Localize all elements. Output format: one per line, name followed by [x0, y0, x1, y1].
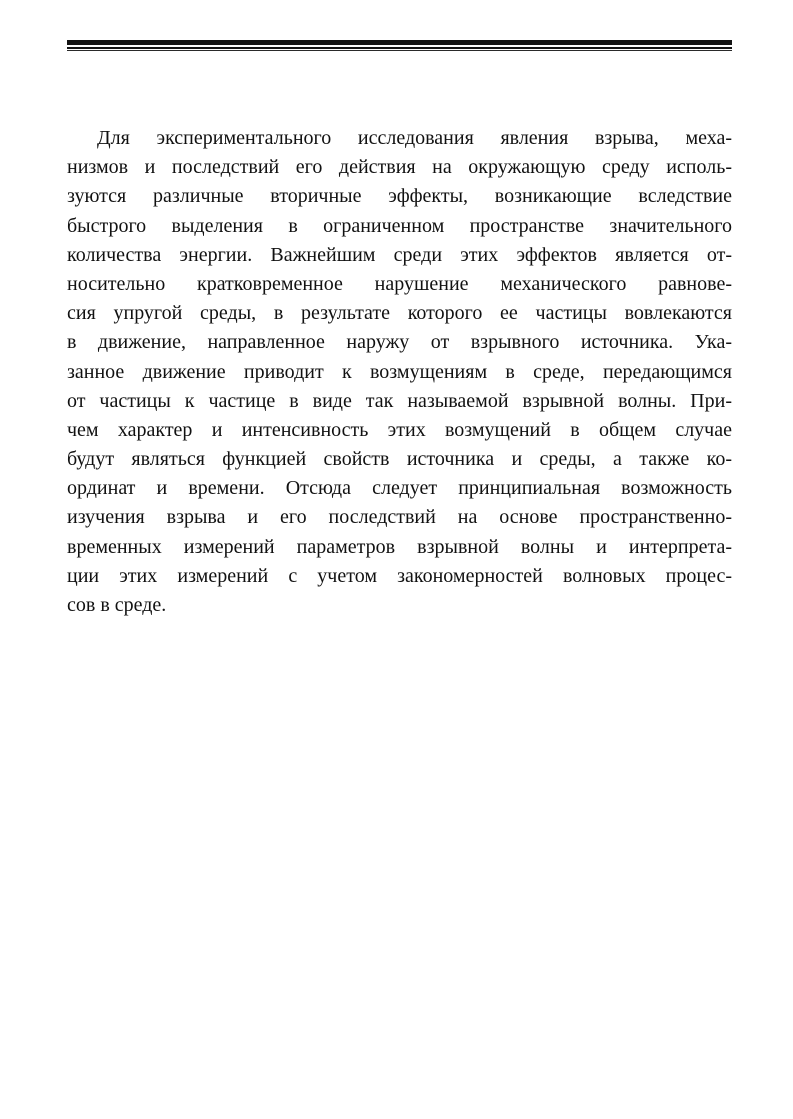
text-line: сов в среде.: [67, 594, 167, 616]
text-line: занное движение приводит к возмущениям в среде, передающимся: [67, 360, 732, 383]
header-rule-thin-line: [67, 47, 732, 49]
text-line: будут являться функцией свойств источника и среды, а также ко-: [67, 448, 732, 471]
text-line: от частицы к частице в виде так называемой взрывной волны. При-: [67, 389, 732, 412]
header-rule-thick-line: [67, 40, 732, 45]
text-line: изучения взрыва и его последствий на основе пространственно-: [67, 506, 732, 529]
text-line: зуются различные вторичные эффекты, возникающие вследствие: [67, 185, 732, 208]
text-line: временных измерений параметров взрывной волны и интерпрета-: [67, 535, 732, 558]
text-line: ции этих измерений с учетом закономерностей волновых процес-: [67, 564, 732, 587]
text-line: сия упругой среды, в результате которого ее частицы вовлекаются: [67, 302, 732, 325]
text-line: низмов и последствий его действия на окружающую среду исполь-: [67, 156, 732, 179]
header-rule-thin-line: [67, 50, 732, 51]
body-paragraph: [67, 124, 732, 620]
text-line: количества энергии. Важнейшим среди этих эффектов является от-: [67, 243, 732, 266]
header-rule: [67, 40, 732, 52]
text-line: носительно кратковременное нарушение механического равнове-: [67, 272, 732, 295]
text-line: чем характер и интенсивность этих возмущений в общем случае: [67, 418, 732, 441]
text-line: Для экспериментального исследования явления взрыва, меха-: [97, 127, 732, 149]
text-line: в движение, направленное наружу от взрывного источника. Ука-: [67, 331, 732, 354]
text-line: быстрого выделения в ограниченном пространстве значительного: [67, 214, 732, 237]
text-line: ординат и времени. Отсюда следует принципиальная возможность: [67, 477, 732, 500]
